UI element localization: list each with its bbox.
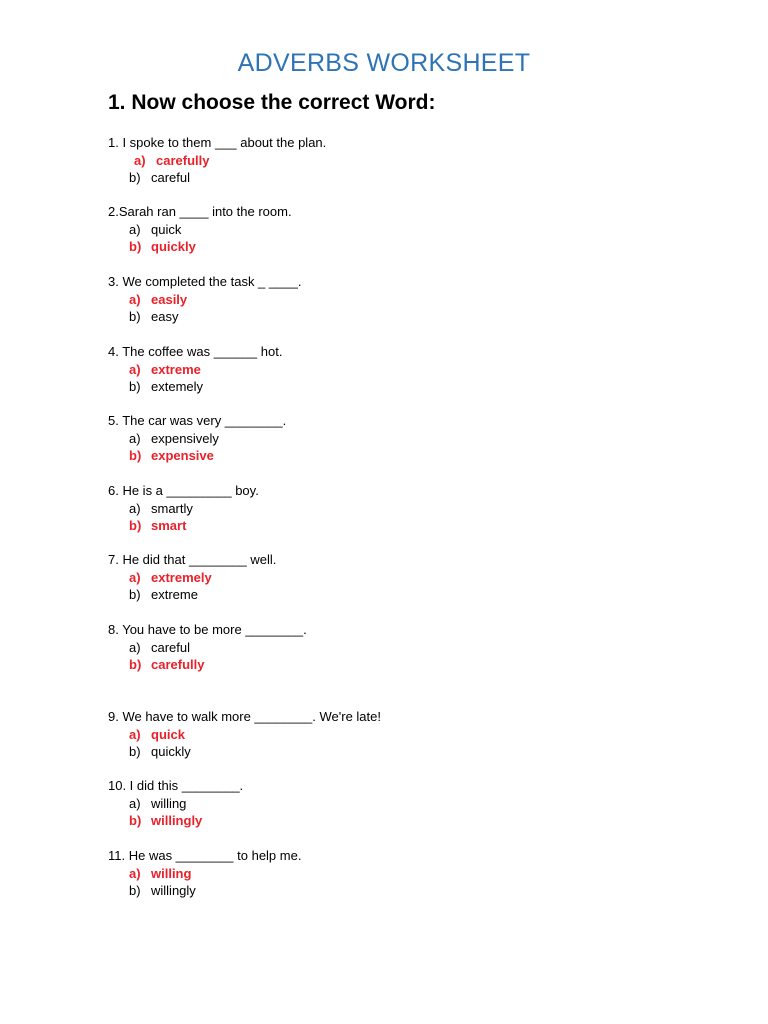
option-text: quick — [151, 727, 185, 742]
option-label: b) — [129, 170, 141, 185]
answer-option-correct — [129, 291, 187, 308]
option-label: b) — [129, 587, 141, 602]
answer-option — [129, 795, 186, 812]
option-text: willing — [151, 866, 192, 881]
question-text: 8. You have to be more ________. — [108, 622, 307, 637]
answer-option-correct — [129, 812, 202, 829]
option-text: expensive — [151, 448, 214, 463]
question-text: 6. He is a _________ boy. — [108, 483, 259, 498]
option-label: b) — [129, 813, 142, 828]
answer-option — [129, 378, 203, 395]
question-text: 2.Sarah ran ____ into the room. — [108, 204, 292, 219]
question-text: 3. We completed the task _ ____. — [108, 274, 302, 289]
answer-option — [129, 500, 193, 517]
option-text: extreme — [151, 587, 198, 602]
answer-option-correct — [134, 152, 209, 169]
question-text: 11. He was ________ to help me. — [108, 848, 302, 863]
option-label: b) — [129, 744, 141, 759]
option-label: b) — [129, 379, 141, 394]
section-heading: 1. Now choose the correct Word: — [108, 91, 436, 114]
option-label: a) — [129, 222, 141, 237]
option-label: a) — [129, 640, 141, 655]
option-label: a) — [129, 292, 141, 307]
option-label: b) — [129, 448, 142, 463]
answer-option — [129, 743, 191, 760]
option-text: expensively — [151, 431, 219, 446]
worksheet-title: ADVERBS WORKSHEET — [237, 49, 531, 77]
answer-option-correct — [129, 726, 185, 743]
answer-option — [129, 639, 190, 656]
answer-option — [129, 169, 190, 186]
option-text: carefully — [156, 153, 210, 168]
option-label: a) — [129, 431, 141, 446]
question-text: 10. I did this ________. — [108, 778, 244, 793]
option-label: a) — [129, 362, 141, 377]
option-text: carefully — [151, 657, 205, 672]
option-text: extemely — [151, 379, 204, 394]
option-text: extremely — [151, 570, 212, 585]
answer-option-correct — [129, 569, 212, 586]
answer-option — [129, 586, 198, 603]
question-text: 1. I spoke to them ___ about the plan. — [108, 135, 327, 150]
option-label: b) — [129, 309, 141, 324]
option-label: a) — [134, 153, 146, 168]
option-label: a) — [129, 866, 141, 881]
option-text: careful — [151, 640, 191, 655]
option-text: willing — [151, 796, 187, 811]
answer-option-correct — [129, 361, 201, 378]
question-text: 4. The coffee was ______ hot. — [108, 344, 283, 359]
question-text: 7. He did that ________ well. — [108, 552, 277, 567]
answer-option-correct — [129, 656, 204, 673]
option-label: b) — [129, 518, 142, 533]
question-text: 5. The car was very ________. — [108, 413, 287, 428]
option-text: smartly — [151, 501, 193, 516]
answer-option-correct — [129, 517, 186, 534]
option-text: quickly — [151, 239, 196, 254]
option-label: a) — [129, 727, 141, 742]
answer-option — [129, 430, 219, 447]
answer-option-correct — [129, 238, 196, 255]
answer-option-correct — [129, 447, 214, 464]
question-text: 9. We have to walk more ________. We're late! — [108, 709, 381, 724]
option-label: b) — [129, 239, 142, 254]
option-label: a) — [129, 501, 141, 516]
answer-option — [129, 308, 178, 325]
option-text: willingly — [151, 813, 203, 828]
option-text: easily — [151, 292, 188, 307]
option-text: smart — [151, 518, 187, 533]
option-text: willingly — [151, 883, 196, 898]
option-label: b) — [129, 883, 141, 898]
answer-option-correct — [129, 865, 191, 882]
option-label: a) — [129, 796, 141, 811]
option-text: quick — [151, 222, 182, 237]
option-text: careful — [151, 170, 191, 185]
option-text: extreme — [151, 362, 201, 377]
answer-option — [129, 882, 196, 899]
option-label: b) — [129, 657, 142, 672]
option-text: quickly — [151, 744, 191, 759]
option-text: easy — [151, 309, 179, 324]
option-label: a) — [129, 570, 141, 585]
answer-option — [129, 221, 181, 238]
